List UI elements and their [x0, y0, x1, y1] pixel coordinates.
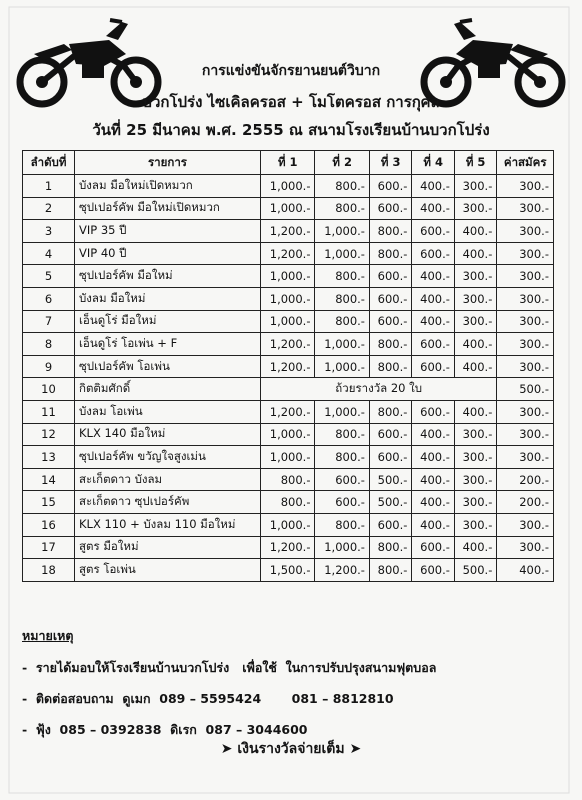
- prize-place-2: 800.-: [315, 446, 369, 469]
- prize-place-4: 400.-: [412, 310, 454, 333]
- prize-place-2: 800.-: [315, 175, 369, 198]
- table-row: [23, 310, 554, 333]
- prize-place-2: 1,000.-: [315, 220, 369, 243]
- race-class: บังลม มือใหม่: [75, 287, 261, 310]
- prize-place-3: 500.-: [369, 468, 411, 491]
- entry-fee: 300.-: [497, 446, 554, 469]
- prize-place-2: 1,000.-: [315, 400, 369, 423]
- col-header-item: รายการ: [75, 151, 261, 175]
- race-class: VIP 40 ปี: [75, 242, 261, 265]
- prize-place-5: 400.-: [454, 400, 496, 423]
- table-body: [23, 175, 554, 582]
- prize-place-1: 1,500.-: [261, 559, 315, 582]
- prize-place-2: 600.-: [315, 491, 369, 514]
- race-class: บังลม มือใหม่เปิดหมวก: [75, 175, 261, 198]
- table-row: [23, 265, 554, 288]
- entry-fee: 300.-: [497, 333, 554, 356]
- prize-place-5: 400.-: [454, 333, 496, 356]
- prize-place-5: 300.-: [454, 310, 496, 333]
- row-number: 14: [23, 468, 75, 491]
- prize-place-2: 1,000.-: [315, 333, 369, 356]
- col-header-no: ลำดับที่: [23, 151, 75, 175]
- entry-fee: 200.-: [497, 468, 554, 491]
- note-line: - ฟุ้ง 085 – 0392838 ดิเรก 087 – 3044600: [22, 722, 308, 737]
- event-title: การแข่งขันจักรยานยนต์วิบาก: [201, 63, 381, 79]
- prize-place-4: 400.-: [412, 491, 454, 514]
- prize-place-4: 600.-: [412, 220, 454, 243]
- race-class: ซุปเปอร์คัพ มือใหม่: [75, 265, 261, 288]
- prize-place-5: 300.-: [454, 513, 496, 536]
- table-row: [23, 446, 554, 469]
- prize-place-3: 800.-: [369, 400, 411, 423]
- table-row: [23, 536, 554, 559]
- prize-place-3: 800.-: [369, 355, 411, 378]
- prize-place-2: 800.-: [315, 423, 369, 446]
- race-class: สูตร โอเพ่น: [75, 559, 261, 582]
- race-class: บังลม โอเพ่น: [75, 400, 261, 423]
- prize-place-2: 1,000.-: [315, 242, 369, 265]
- prize-place-3: 600.-: [369, 310, 411, 333]
- race-class: VIP 35 ปี: [75, 220, 261, 243]
- table-row: [23, 197, 554, 220]
- table-row: [23, 468, 554, 491]
- event-subtitle: บวกโปร่ง ไซเคิลครอส + โมโตครอส การกุศล: [142, 93, 440, 111]
- row-number: 8: [23, 333, 75, 356]
- prize-place-4: 600.-: [412, 400, 454, 423]
- race-class: เอ็นดูโร่ มือใหม่: [75, 310, 261, 333]
- row-number: 1: [23, 175, 75, 198]
- prize-place-2: 800.-: [315, 265, 369, 288]
- table-header-row: [23, 151, 554, 175]
- prize-span: ถ้วยรางวัล 20 ใบ: [261, 378, 497, 401]
- prize-place-1: 1,000.-: [261, 513, 315, 536]
- prize-place-4: 400.-: [412, 175, 454, 198]
- table-row: [23, 355, 554, 378]
- prize-place-5: 400.-: [454, 242, 496, 265]
- entry-fee: 300.-: [497, 197, 554, 220]
- table-row: [23, 423, 554, 446]
- entry-fee: 300.-: [497, 175, 554, 198]
- col-header-place-5: ที่ 5: [454, 151, 496, 175]
- notes-heading: หมายเหตุ: [22, 628, 74, 643]
- prize-place-4: 600.-: [412, 333, 454, 356]
- prize-place-5: 300.-: [454, 468, 496, 491]
- entry-fee: 300.-: [497, 220, 554, 243]
- prize-place-3: 800.-: [369, 333, 411, 356]
- row-number: 6: [23, 287, 75, 310]
- race-class: KLX 110 + บังลม 110 มือใหม่: [75, 513, 261, 536]
- prize-place-5: 400.-: [454, 355, 496, 378]
- prize-place-1: 1,200.-: [261, 220, 315, 243]
- table-row: [23, 378, 554, 401]
- table-row: [23, 175, 554, 198]
- prize-place-1: 1,200.-: [261, 536, 315, 559]
- row-number: 15: [23, 491, 75, 514]
- row-number: 12: [23, 423, 75, 446]
- race-class: กิตติมศักดิ์: [75, 378, 261, 401]
- prize-place-2: 600.-: [315, 468, 369, 491]
- race-class: KLX 140 มือใหม่: [75, 423, 261, 446]
- col-header-place-2: ที่ 2: [315, 151, 369, 175]
- table-row: [23, 513, 554, 536]
- row-number: 16: [23, 513, 75, 536]
- prize-place-3: 500.-: [369, 491, 411, 514]
- table-row: [23, 400, 554, 423]
- prize-place-5: 400.-: [454, 220, 496, 243]
- race-class: เอ็นดูโร่ โอเพ่น + F: [75, 333, 261, 356]
- table-row: [23, 287, 554, 310]
- entry-fee: 300.-: [497, 310, 554, 333]
- table-row: [23, 220, 554, 243]
- prize-place-5: 300.-: [454, 491, 496, 514]
- row-number: 4: [23, 242, 75, 265]
- race-class: สูตร มือใหม่: [75, 536, 261, 559]
- prize-place-1: 1,000.-: [261, 197, 315, 220]
- note-line: - ติดต่อสอบถาม ดูเมก 089 – 5595424 081 – 8812810: [22, 691, 394, 706]
- row-number: 7: [23, 310, 75, 333]
- prize-place-2: 800.-: [315, 513, 369, 536]
- race-class: ซุปเปอร์คัพ มือใหม่เปิดหมวก: [75, 197, 261, 220]
- col-header-place-3: ที่ 3: [369, 151, 411, 175]
- prize-place-4: 400.-: [412, 287, 454, 310]
- race-class: สะเก็ตดาว บังลม: [75, 468, 261, 491]
- prize-place-4: 600.-: [412, 242, 454, 265]
- col-header-place-1: ที่ 1: [261, 151, 315, 175]
- prize-place-3: 600.-: [369, 446, 411, 469]
- col-header-fee: ค่าสมัคร: [497, 151, 554, 175]
- prize-place-3: 800.-: [369, 242, 411, 265]
- entry-fee: 300.-: [497, 287, 554, 310]
- notes-section: [22, 626, 562, 751]
- prize-place-4: 400.-: [412, 265, 454, 288]
- prize-place-3: 800.-: [369, 559, 411, 582]
- entry-fee: 300.-: [497, 423, 554, 446]
- entry-fee: 300.-: [497, 265, 554, 288]
- prize-place-3: 600.-: [369, 287, 411, 310]
- prize-place-1: 1,000.-: [261, 265, 315, 288]
- prize-table: [22, 150, 554, 582]
- prize-place-2: 800.-: [315, 197, 369, 220]
- footer-prize-note: ➤ เงินรางวัลจ่ายเต็ม ➤: [220, 741, 362, 757]
- prize-place-4: 400.-: [412, 468, 454, 491]
- prize-place-1: 1,200.-: [261, 242, 315, 265]
- prize-place-3: 800.-: [369, 220, 411, 243]
- entry-fee: 300.-: [497, 242, 554, 265]
- prize-place-2: 800.-: [315, 310, 369, 333]
- entry-fee: 300.-: [497, 400, 554, 423]
- prize-place-5: 300.-: [454, 197, 496, 220]
- entry-fee: 300.-: [497, 513, 554, 536]
- prize-place-5: 300.-: [454, 446, 496, 469]
- prize-place-4: 600.-: [412, 536, 454, 559]
- prize-place-3: 600.-: [369, 265, 411, 288]
- race-class: ซุปเปอร์คัพ ขวัญใจสูงเม่น: [75, 446, 261, 469]
- prize-place-5: 300.-: [454, 423, 496, 446]
- prize-place-1: 1,000.-: [261, 175, 315, 198]
- col-header-place-4: ที่ 4: [412, 151, 454, 175]
- prize-place-4: 400.-: [412, 197, 454, 220]
- row-number: 5: [23, 265, 75, 288]
- prize-place-4: 400.-: [412, 446, 454, 469]
- table-row: [23, 333, 554, 356]
- table-row: [23, 491, 554, 514]
- prize-place-5: 300.-: [454, 175, 496, 198]
- prize-place-4: 400.-: [412, 423, 454, 446]
- entry-fee: 200.-: [497, 491, 554, 514]
- prize-place-1: 1,200.-: [261, 355, 315, 378]
- entry-fee: 300.-: [497, 355, 554, 378]
- prize-place-2: 1,000.-: [315, 536, 369, 559]
- prize-place-5: 300.-: [454, 265, 496, 288]
- table-row: [23, 242, 554, 265]
- prize-place-2: 1,000.-: [315, 355, 369, 378]
- prize-place-3: 800.-: [369, 536, 411, 559]
- prize-place-4: 600.-: [412, 355, 454, 378]
- table-row: [23, 559, 554, 582]
- note-line: - รายได้มอบให้โรงเรียนบ้านบวกโปร่ง เพื่อใช้ ในการปรับปรุงสนามฟุตบอล: [22, 660, 437, 675]
- prize-place-4: 400.-: [412, 513, 454, 536]
- row-number: 18: [23, 559, 75, 582]
- prize-place-2: 1,200.-: [315, 559, 369, 582]
- entry-fee: 300.-: [497, 536, 554, 559]
- prize-place-5: 500.-: [454, 559, 496, 582]
- event-date-venue: วันที่ 25 มีนาคม พ.ศ. 2555 ณ สนามโรงเรียนบ้านบวกโปร่ง: [92, 121, 490, 139]
- race-class: สะเก็ตดาว ซุปเปอร์คัพ: [75, 491, 261, 514]
- prize-place-1: 1,000.-: [261, 423, 315, 446]
- prize-place-1: 1,000.-: [261, 446, 315, 469]
- prize-place-1: 800.-: [261, 491, 315, 514]
- row-number: 17: [23, 536, 75, 559]
- prize-place-5: 400.-: [454, 536, 496, 559]
- prize-place-3: 600.-: [369, 513, 411, 536]
- prize-place-3: 600.-: [369, 175, 411, 198]
- row-number: 11: [23, 400, 75, 423]
- prize-place-1: 1,200.-: [261, 400, 315, 423]
- row-number: 10: [23, 378, 75, 401]
- row-number: 9: [23, 355, 75, 378]
- row-number: 2: [23, 197, 75, 220]
- prize-place-1: 1,000.-: [261, 287, 315, 310]
- prize-place-1: 1,200.-: [261, 333, 315, 356]
- row-number: 13: [23, 446, 75, 469]
- prize-place-3: 600.-: [369, 423, 411, 446]
- prize-place-1: 1,000.-: [261, 310, 315, 333]
- prize-place-5: 300.-: [454, 287, 496, 310]
- prize-place-3: 600.-: [369, 197, 411, 220]
- prize-place-4: 600.-: [412, 559, 454, 582]
- entry-fee: 400.-: [497, 559, 554, 582]
- row-number: 3: [23, 220, 75, 243]
- prize-place-2: 800.-: [315, 287, 369, 310]
- prize-place-1: 800.-: [261, 468, 315, 491]
- race-class: ซุปเปอร์คัพ โอเพ่น: [75, 355, 261, 378]
- entry-fee: 500.-: [497, 378, 554, 401]
